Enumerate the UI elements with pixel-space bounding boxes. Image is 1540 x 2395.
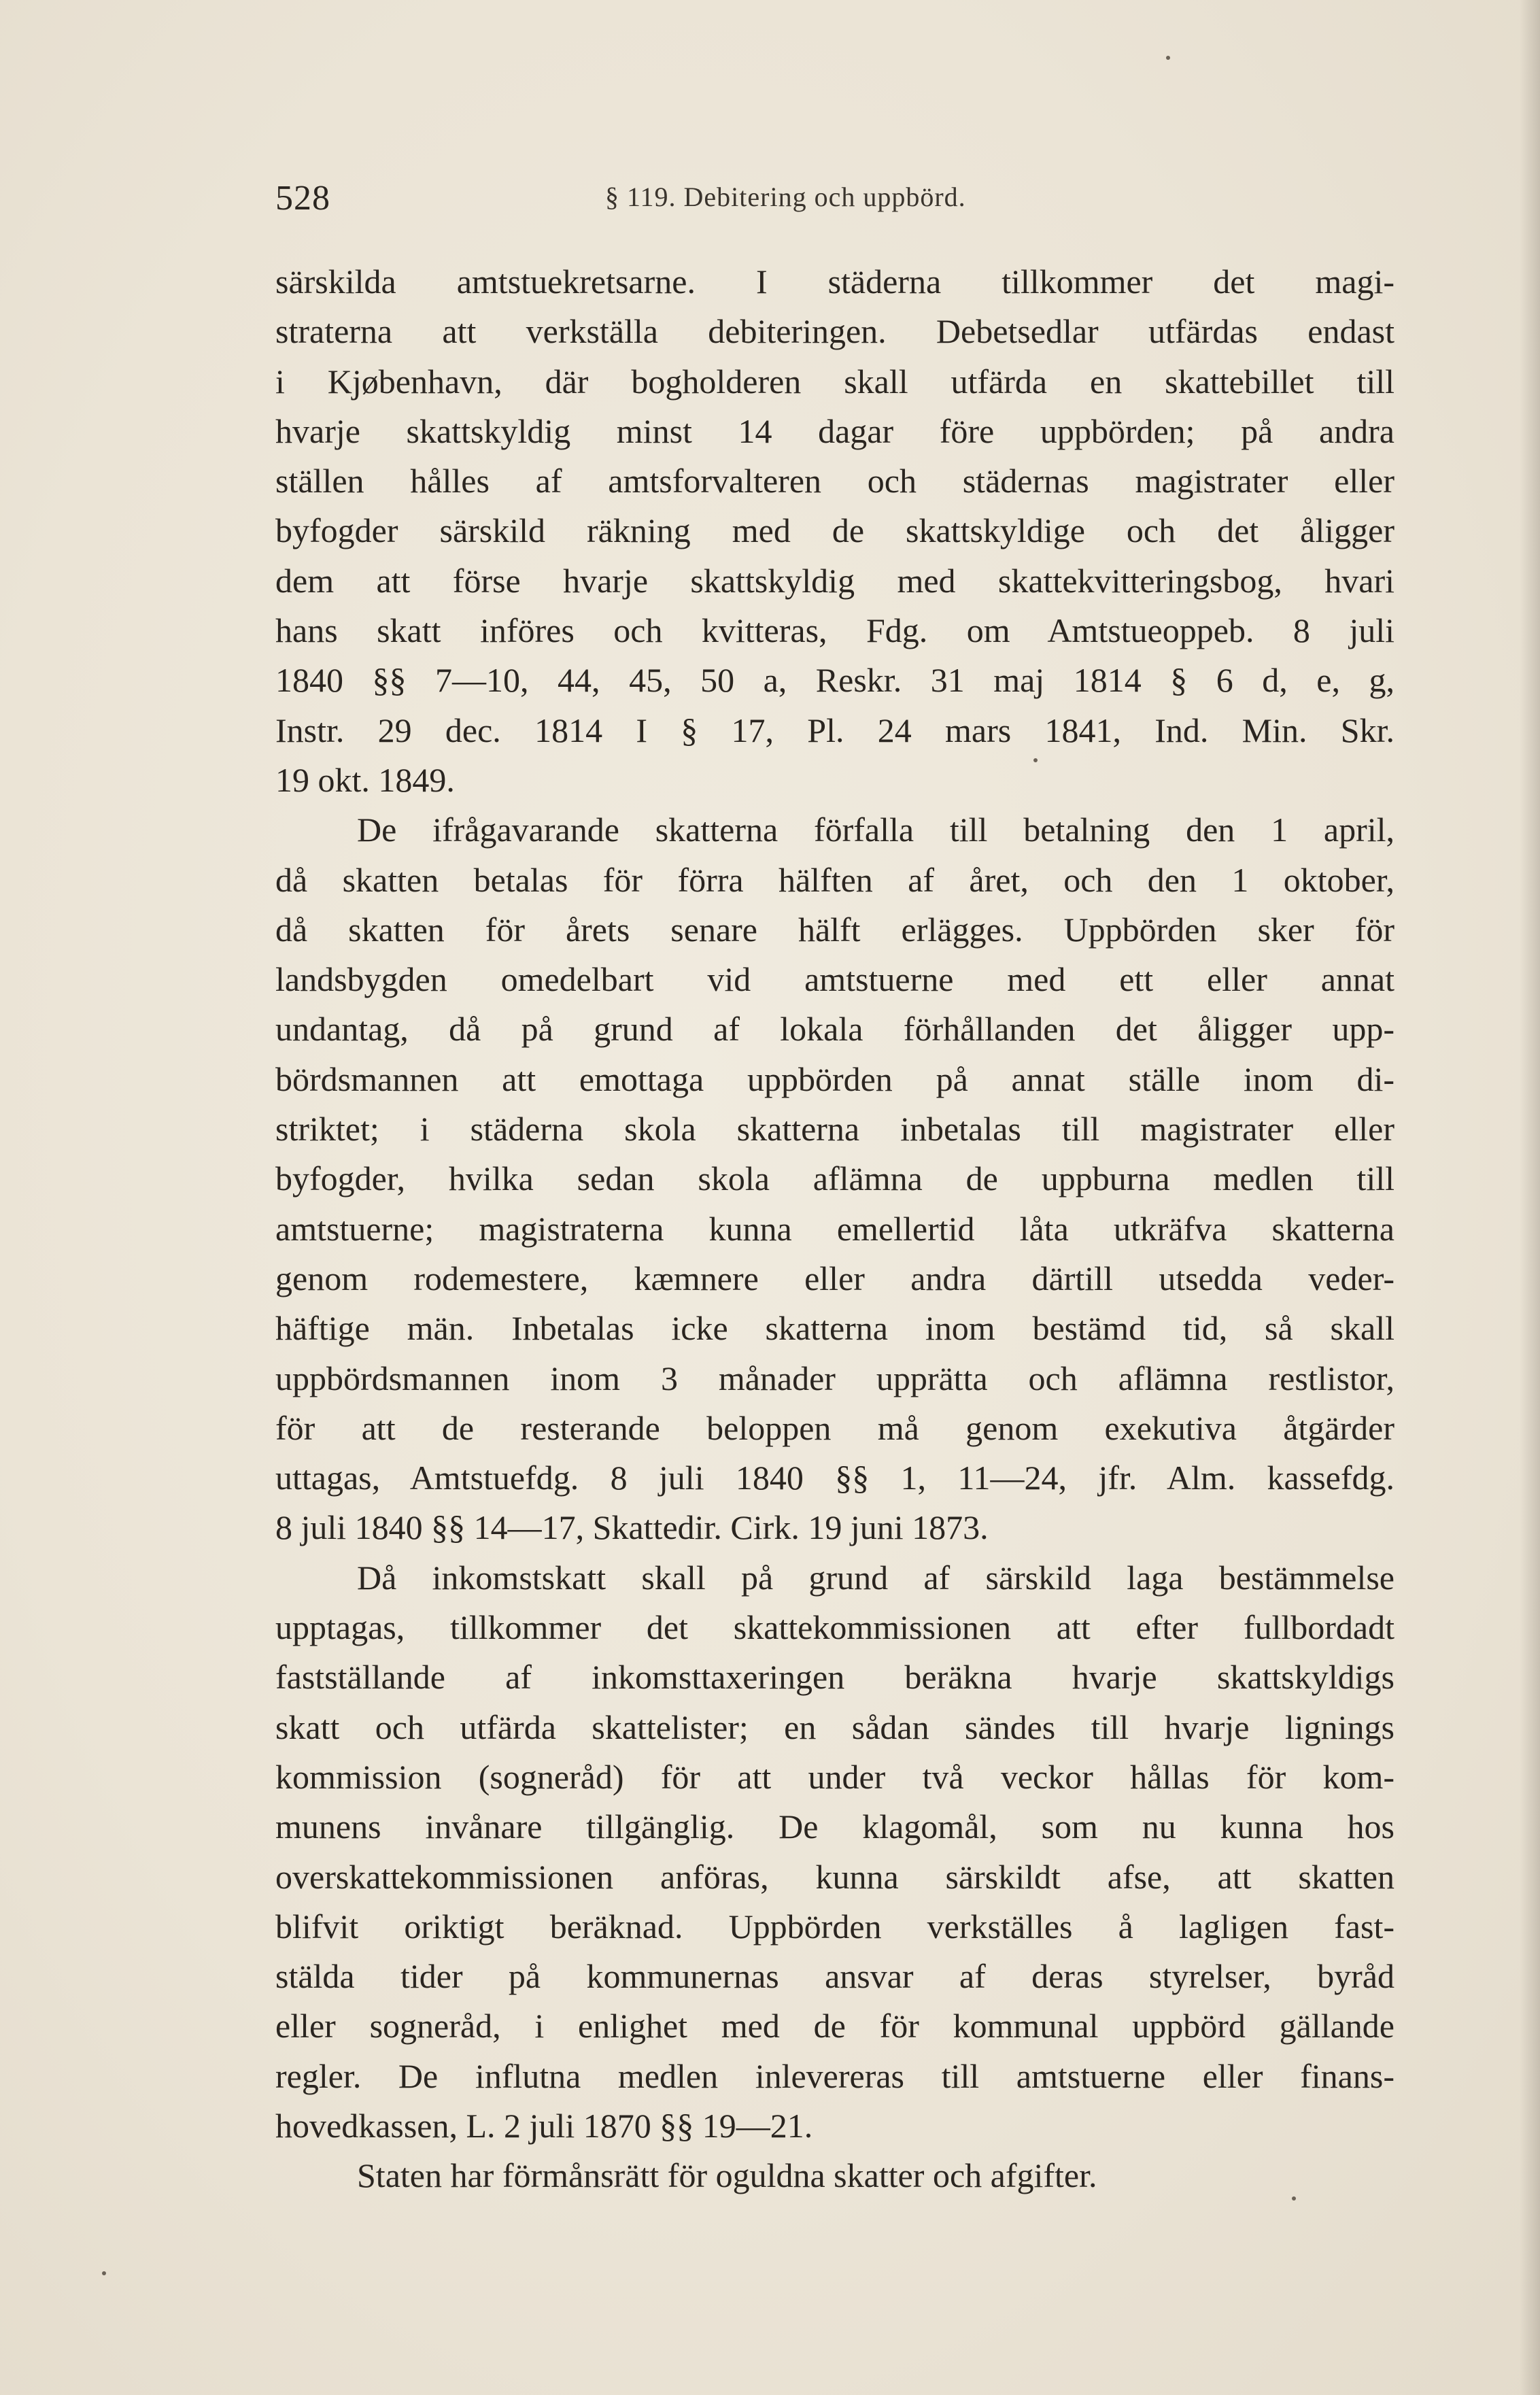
text-line: stälda tider på kommunernas ansvar af deras styrelser, byråd [275,1957,1394,1996]
text-line: hans skatt införes och kvitteras, Fdg. om Amtstueoppeb. 8 juli [275,611,1394,650]
text-line: i Kjøbenhavn, där bogholderen skall utfärda en skattebillet till [275,362,1394,401]
text-line: bördsmannen att emottaga uppbörden på annat ställe inom di- [275,1059,1394,1098]
running-head: § 119. Debitering och uppbörd. [605,182,966,212]
text-line: regler. De influtna medlen inlevereras till amtstuerne eller finans- [275,2056,1394,2095]
text-line: upptagas, tillkommer det skattekommissionen att efter fullbordadt [275,1608,1394,1647]
text-line: Då inkomstskatt skall på grund af särskild laga bestämmelse [357,1558,1394,1597]
text-line: 19 okt. 1849. [275,760,455,799]
text-line: hvarje skattskyldig minst 14 dagar före uppbörden; på andra [275,411,1394,450]
paper-speck [1292,2196,1296,2201]
text-line: De ifrågavarande skatterna förfalla till betalning den 1 april, [357,811,1394,849]
text-line: skatt och utfärda skattelister; en sådan sändes till hvarje lignings [275,1708,1394,1746]
paper-speck [1033,758,1038,762]
text-line: 8 juli 1840 §§ 14—17, Skattedir. Cirk. 19 juni 1873. [275,1508,989,1547]
paper-speck [1166,56,1170,60]
text-line: overskattekommissionen anföras, kunna särskildt afse, att skatten [275,1857,1394,1896]
text-line: dem att förse hvarje skattskyldig med skattekvitteringsbog, hvari [275,561,1394,600]
text-line: då skatten för årets senare hälft erlägges. Uppbörden sker för [275,910,1394,949]
text-line: byfogder särskild räkning med de skattskyldige och det åligger [275,511,1394,550]
text-line: hovedkassen, L. 2 juli 1870 §§ 19—21. [275,2106,813,2145]
text-line: för att de resterande beloppen må genom exekutiva åtgärder [275,1408,1394,1447]
text-line: straterna att verkställa debiteringen. Debetsedlar utfärdas endast [275,312,1394,351]
text-line: kommission (sogneråd) för att under två veckor hållas för kom- [275,1757,1394,1796]
text-line: uppbördsmannen inom 3 månader upprätta och aflämna restlistor, [275,1359,1394,1397]
text-line: Instr. 29 dec. 1814 I § 17, Pl. 24 mars 1841, Ind. Min. Skr. [275,711,1394,749]
text-line: blifvit oriktigt beräknad. Uppbörden verkställes å lagligen fast- [275,1907,1394,1946]
paper-speck [102,2271,106,2275]
text-line: Staten har förmånsrätt för oguldna skatter och afgifter. [357,2156,1097,2195]
text-line: då skatten betalas för förra hälften af året, och den 1 oktober, [275,860,1394,899]
page-header [275,178,1418,219]
body-text [275,257,1394,2201]
text-line: striktet; i städerna skola skatterna inbetalas till magistrater eller [275,1110,1394,1149]
text-line: särskilda amtstuekretsarne. I städerna tillkommer det magi- [275,262,1394,301]
text-line: häftige män. Inbetalas icke skatterna inom bestämd tid, så skall [275,1309,1394,1348]
page-number: 528 [275,179,330,218]
text-line: genom rodemestere, kæmnere eller andra därtill utsedda veder- [275,1259,1394,1297]
text-line: undantag, då på grund af lokala förhållanden det åligger upp- [275,1010,1394,1049]
text-line: fastställande af inkomsttaxeringen beräkna hvarje skattskyldigs [275,1658,1394,1697]
text-line: eller sogneråd, i enlighet med de för kommunal uppbörd gällande [275,2007,1394,2045]
text-line: landsbygden omedelbart vid amtstuerne med ett eller annat [275,960,1394,999]
text-line: ställen hålles af amtsforvalteren och städernas magistrater eller [275,462,1394,500]
text-line: munens invånare tillgänglig. De klagomål, som nu kunna hos [275,1807,1394,1846]
text-line: amtstuerne; magistraterna kunna emellertid låta utkräfva skatterna [275,1209,1394,1248]
text-line: byfogder, hvilka sedan skola aflämna de uppburna medlen till [275,1159,1394,1198]
text-line: uttagas, Amtstuefdg. 8 juli 1840 §§ 1, 11—24, jfr. Alm. kassefdg. [275,1459,1394,1497]
page-edge-shadow [1520,0,1540,2395]
text-line: 1840 §§ 7—10, 44, 45, 50 a, Reskr. 31 maj 1814 § 6 d, e, g, [275,661,1394,700]
